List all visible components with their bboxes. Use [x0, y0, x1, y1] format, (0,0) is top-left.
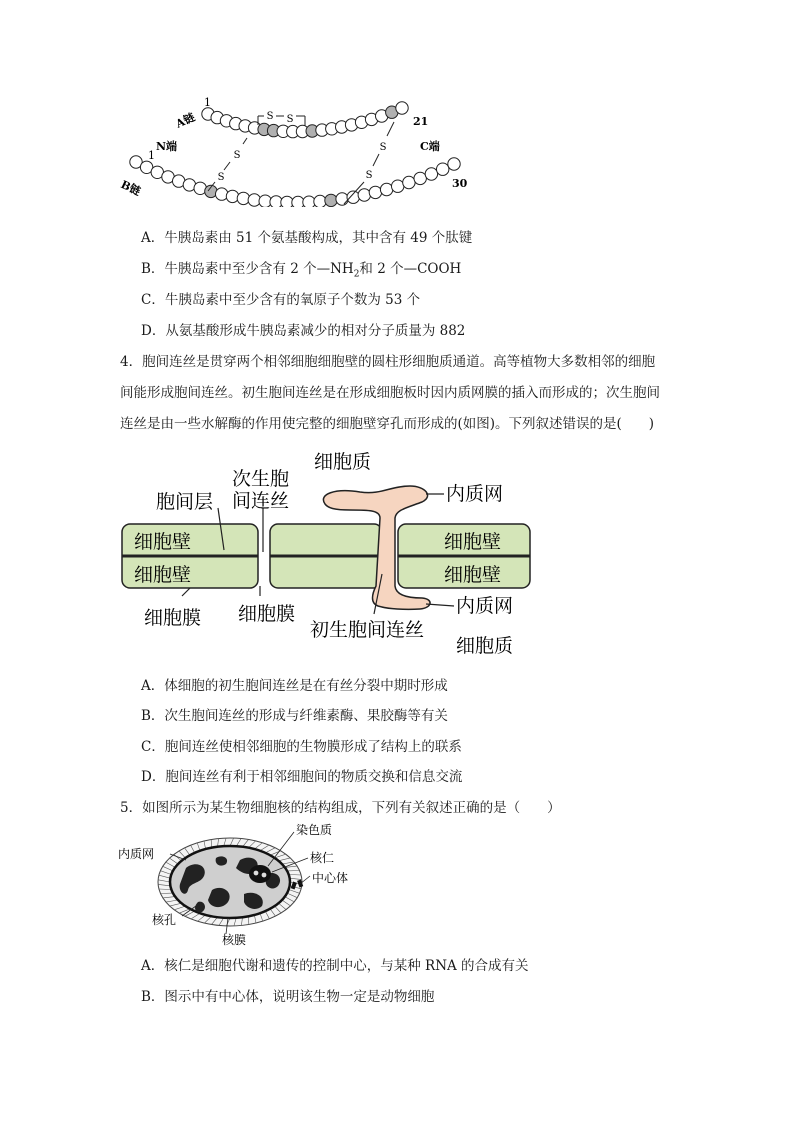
- primary-plasmodesma-label: 初生胞间连丝: [310, 619, 425, 641]
- amino-acid-bead: [216, 188, 228, 200]
- nucleolus-spot: [254, 871, 259, 876]
- cell-wall-label: 细胞壁: [444, 564, 502, 586]
- cell-membrane-left-label: 细胞膜: [144, 607, 202, 629]
- amino-acid-bead: [448, 158, 460, 170]
- amino-acid-bead: [281, 196, 293, 207]
- cell-wall-label: 细胞壁: [134, 531, 192, 553]
- amino-acid-bead: [425, 168, 437, 180]
- q3-option-a: A．牛胰岛素由 51 个氨基酸构成，其中含有 49 个肽键: [141, 230, 473, 246]
- q5-option-b: B．图示中有中心体，说明该生物一定是动物细胞: [141, 989, 435, 1005]
- amino-acid-bead: [358, 189, 370, 201]
- s-label: S: [217, 172, 225, 183]
- chain-a-label: A链: [173, 110, 197, 131]
- amino-acid-bead: [396, 102, 408, 114]
- amino-acid-bead: [226, 190, 238, 202]
- chain-b-start-number: 1: [148, 149, 155, 162]
- q4-option-c: C．胞间连丝使相邻细胞的生物膜形成了结构上的联系: [141, 739, 462, 755]
- q3-option-c: C．牛胰岛素中至少含有的氧原子个数为 53 个: [141, 292, 421, 308]
- q4-stem-line-1: 4．胞间连丝是贯穿两个相邻细胞细胞壁的圆柱形细胞质通道。高等植物大多数相邻的细胞: [120, 354, 656, 370]
- chain-b-beads: [130, 156, 460, 207]
- q4-stem-line-2: 间能形成胞间连丝。初生胞间连丝是在形成细胞板时因内质网膜的插入而形成的；次生胞间: [120, 385, 660, 401]
- insulin-structure-figure: [100, 92, 480, 207]
- middle-lamella-label: 胞间层: [156, 491, 214, 513]
- c-terminal-label: C端: [420, 140, 440, 153]
- amino-acid-bead: [369, 186, 381, 198]
- plasmodesmata-figure: [120, 446, 540, 661]
- n-terminal-label: N端: [156, 140, 178, 153]
- q4-stem-line-3: 连丝是由一些水解酶的作用使完整的细胞壁穿孔而形成的(如图)。下列叙述错误的是( ): [120, 416, 655, 432]
- q4-option-b: B．次生胞间连丝的形成与纤维素酶、果胶酶等有关: [141, 708, 448, 724]
- amino-acid-bead: [314, 195, 326, 207]
- cell-wall-label: 细胞壁: [134, 564, 192, 586]
- centriole-label: 中心体: [312, 871, 349, 885]
- amino-acid-bead: [347, 191, 359, 203]
- amino-acid-bead: [237, 192, 249, 204]
- amino-acid-bead: [437, 163, 449, 175]
- er-label: 内质网: [118, 847, 155, 861]
- chain-b-label: B链: [118, 177, 143, 199]
- cytoplasm-bottom-label: 细胞质: [456, 635, 514, 657]
- er-bottom-label: 内质网: [456, 595, 514, 617]
- cytoplasm-top-label: 细胞质: [314, 451, 372, 473]
- nuclear-pore-label: 核孔: [152, 913, 177, 927]
- q5-stem: 5．如图所示为某生物细胞核的结构组成，下列有关叙述正确的是（ ）: [120, 800, 561, 816]
- nucleolus-label: 核仁: [310, 851, 335, 865]
- chain-a-start-number: 1: [204, 96, 211, 109]
- s-label: S: [233, 150, 241, 161]
- nucleolus: [249, 865, 271, 883]
- secondary-plasmodesma-label-1: 次生胞: [232, 468, 290, 490]
- s-label: S: [266, 111, 274, 122]
- secondary-plasmodesma-label-2: 间连丝: [232, 490, 290, 512]
- cysteine-bead: [325, 194, 337, 206]
- amino-acid-bead: [403, 176, 415, 188]
- q3-option-b-text: B．牛胰岛素中至少含有 2 个—NH: [141, 261, 354, 277]
- chromatin-label: 染色质: [296, 823, 333, 837]
- q3-option-d: D．从氨基酸形成牛胰岛素减少的相对分子质量为 882: [141, 323, 466, 339]
- q3-option-b-text-end: 和 2 个—COOH: [359, 261, 462, 277]
- amino-acid-bead: [336, 193, 348, 205]
- chain-b-end-number: 30: [452, 177, 468, 190]
- nucleus-figure: [116, 820, 366, 948]
- nucleolus-spot: [262, 873, 267, 878]
- er-top-label: 内质网: [446, 483, 504, 505]
- amino-acid-bead: [380, 183, 392, 195]
- cell-membrane-middle-label: 细胞膜: [238, 603, 296, 625]
- s-label: S: [286, 114, 294, 125]
- q5-option-a: A．核仁是细胞代谢和遗传的控制中心，与某种 RNA 的合成有关: [141, 958, 529, 974]
- cell-wall-label: 细胞壁: [444, 531, 502, 553]
- q4-option-d: D．胞间连丝有利于相邻细胞间的物质交换和信息交流: [141, 769, 463, 785]
- amino-acid-bead: [392, 180, 404, 192]
- q3-option-b: [141, 260, 461, 284]
- nuclear-envelope-label: 核膜: [222, 933, 247, 947]
- s-label: S: [379, 142, 387, 153]
- disulfide-bond-left: [208, 138, 247, 191]
- q4-option-a: A．体细胞的初生胞间连丝是在有丝分裂中期时形成: [141, 678, 448, 694]
- chain-a-end-number: 21: [413, 115, 429, 128]
- s-label: S: [365, 170, 373, 181]
- q3-option-b-subscript: 2: [353, 269, 360, 280]
- amino-acid-bead: [414, 172, 426, 184]
